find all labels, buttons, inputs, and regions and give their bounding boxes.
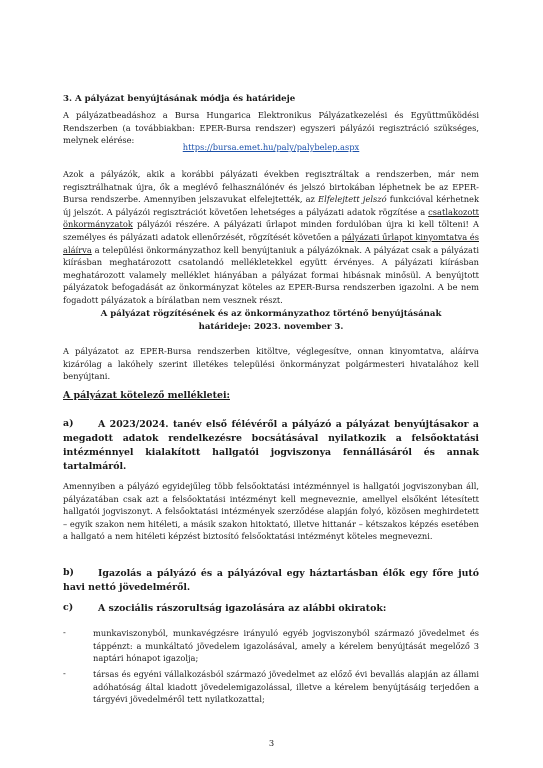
reg-text-1: Azok a pályázók, akik a korábbi pályázati években regisztráltak a rendszerben, már nem regisztrálhatnak újra, ők a meglévő felhasználónév és jelszó birtokában léphetnek be az EPER-Bursa rendszerbe. Amennyiben jelszavukat elfelejtették, az xyxy=(63,169,479,205)
attachments-title: A pályázat kötelező mellékletei: xyxy=(63,390,230,401)
item-a-paragraph: Amennyiben a pályázó egyidejűleg több felsőoktatási intézménnyel is hallgatói jogviszonyban áll, pályázatában csak azt a felsőoktatási intézményt kell megneveznie, amellyel elsőként létesített hallgatói jogviszonyt. A felsőoktatási intézmények szerződése alapján folyó, közösen meghirdetett – egyik szakon nem hitéleti, a másik szakon hitoktató, illetve hittanár – kétszakos képzés esetében a hallgató a nem hitéleti képzést biztosító felsőoktatási intézményt köteles megnevezni. xyxy=(63,481,479,542)
deadline-line-1: A pályázat rögzítésének és az önkormányzathoz történő benyújtásának xyxy=(100,309,442,319)
item-a-label: a) xyxy=(63,418,74,429)
registration-paragraph xyxy=(63,168,479,307)
list-item-dash: - xyxy=(63,627,66,637)
item-a-text: A 2023/2024. tanév első félévéről a pályázó a pályázat benyújtásakor a megadott adatok rendelkezésre bocsátásával nyilatkozik a felsőoktatási intézménnyel kialakított hallgatói jogviszonya fennállásáról és annak tartalmáról. xyxy=(63,419,479,472)
page-number: 3 xyxy=(268,738,275,748)
submission-paragraph: A pályázatot az EPER-Bursa rendszerben kitöltve, véglegesítve, onnan kinyomtatva, aláírva kizárólag a lakóhely szerint illetékes települési önkormányzat polgármesteri hivatalához kell benyújtani. xyxy=(63,346,479,382)
printed-signed-term: pályázati űrlapot kinyomtatva és aláírva xyxy=(63,231,479,255)
joined-municipalities-term: csatlakozott önkormányzatok xyxy=(63,206,479,230)
registration-link-wrap xyxy=(63,141,479,154)
item-b-label: b) xyxy=(63,567,74,578)
list-item: társas és egyéni vállalkozásból származó jövedelmet az előző évi bevallás alapján az állami adóhatóság által kiadott jövedelemigazolással, illetve a kérelem benyújtásáig terjedően a tárgyévi jövedelméről tett nyilatkozattal; xyxy=(93,669,479,705)
reg-text-2: funkcióval kérhetnek új jelszót. A pályázói regisztrációt követően lehetséges a pályázati adatok rögzítése a xyxy=(63,194,479,217)
item-c-label: c) xyxy=(63,602,74,613)
item-c-text: A szociális rászorultság igazolására az alábbi okiratok: xyxy=(98,603,387,614)
registration-link[interactable]: https://bursa.emet.hu/paly/palybelep.aspx xyxy=(182,142,360,152)
list-item-dash: - xyxy=(63,668,66,678)
item-b-text: Igazolás a pályázó és a pályázóval egy háztartásban élők egy főre jutó havi nettó jövedelméről. xyxy=(63,568,479,593)
deadline-heading xyxy=(63,308,479,333)
section-title: 3. A pályázat benyújtásának módja és határideje xyxy=(63,94,296,104)
reg-text-3: pályázói részére. A pályázati űrlapot minden fordulóban újra ki kell tölteni! A személyes és pályázati adatok ellenőrzését, rögzítését követően a xyxy=(63,219,479,242)
deadline-line-2: határideje: 2023. november 3. xyxy=(198,321,344,332)
forgot-password-term: Elfelejtett jelszó xyxy=(318,194,387,205)
reg-text-4: a települési önkormányzathoz kell benyújtaniuk a pályázóknak. A pályázat csak a pályázati kiírásban meghatározott csatolandó mellékletekkel együtt érvényes. A pályázati kiírásban meghatározott valamely melléklet hiányában a pályázat formai hibásnak minősül. A benyújtott pályázatok befogadását az önkormányzat köteles az EPER-Bursa rendszerben igazolni. A be nem fogadott pályázatok a bírálatban nem vesznek részt. xyxy=(63,244,479,305)
intro-paragraph: A pályázatbeadáshoz a Bursa Hungarica Elektronikus Pályázatkezelési és Együttműködési Rendszerben (a továbbiakban: EPER-Bursa rendszer) egyszeri pályázói regisztráció szükséges, melynek elérése: xyxy=(63,110,479,146)
list-item: munkaviszonyból, munkavégzésre irányuló egyéb jogviszonyból származó jövedelmet és táppénzt: a munkáltató jövedelem igazolásával, amely a kérelem benyújtását megelőző 3 naptári hónapot igazolja; xyxy=(93,628,479,664)
